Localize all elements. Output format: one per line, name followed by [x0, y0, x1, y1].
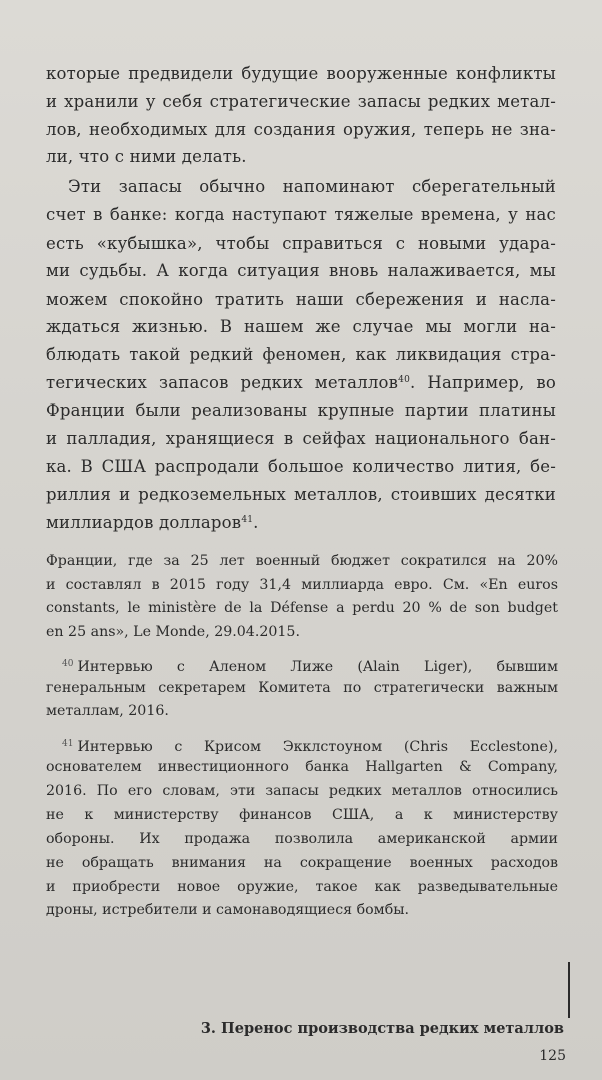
footnote-line: и приобрести новое оружие, такое как разведывательные [46, 879, 558, 895]
footer-rule [568, 962, 570, 1018]
footnote-text: Интервью с Аленом Лиже (Alain Liger), бывшим [77, 659, 558, 675]
footnote-line: Франции, где за 25 лет военный бюджет сократился на 20% [46, 553, 558, 569]
page-number: 125 [539, 1048, 566, 1064]
text-line: и палладия, хранящиеся в сейфах национального бан- [46, 429, 556, 448]
text-line: лов, необходимых для создания оружия, теперь не зна- [46, 120, 556, 139]
footnote-line: дроны, истребители и самонаводящиеся бомбы. [46, 902, 410, 918]
footnote-number: 40 [62, 659, 74, 669]
text-line: есть «кубышка», чтобы справиться с новыми удара- [46, 234, 556, 253]
text-line: миллиардов долларов$^{41}$. [46, 513, 259, 532]
footnote-line: генеральным секретарем Комитета по стратегически важным [46, 680, 558, 696]
text-line: ждаться жизнью. В нашем же случае мы могли на- [46, 317, 556, 336]
footnote-line: и составлял в 2015 году 31,4 миллиарда евро. См. «En euros [46, 577, 558, 593]
text-segment: миллиардов долларов [46, 513, 242, 532]
text-line: Франции были реализованы крупные партии платины [46, 401, 556, 420]
footnote-line: основателем инвестиционного банка Hallgarten & Company, [46, 759, 558, 775]
footnote-41 [62, 734, 558, 755]
footnote-line: обороны. Их продажа позволила американской армии [46, 831, 558, 847]
footnote-line: металлам, 2016. [46, 703, 169, 719]
text-line [46, 371, 556, 395]
footnote-number: 41 [62, 739, 74, 749]
text-segment: . Например, во [410, 373, 556, 392]
text-line: можем спокойно тратить наши сбережения и насла- [46, 290, 556, 309]
text-line: блюдать такой редкий феномен, как ликвидация стра- [46, 345, 556, 364]
footnote-text: Интервью с Крисом Экклстоуном (Chris Ecclestone), [77, 739, 558, 755]
footnote-40 [62, 654, 558, 675]
text-line: счет в банке: когда наступают тяжелые времена, у нас [46, 205, 556, 224]
text-line: Эти запасы обычно напоминают сберегательный [68, 177, 556, 196]
text-line: ми судьбы. А когда ситуация вновь налаживается, мы [46, 261, 556, 280]
text-line: ка. В США распродали большое количество лития, бе- [46, 457, 556, 476]
text-line: и хранили у себя стратегические запасы редких метал- [46, 92, 556, 111]
footnote-ref-40: 40 [398, 375, 411, 385]
footnote-line: не к министерству финансов США, а к министерству [46, 807, 558, 823]
text-line: ли, что с ними делать. [46, 147, 247, 166]
running-footer-chapter: 3. Перенос производства редких металлов [200, 1020, 564, 1037]
footnote-line: en 25 ans», Le Monde, 29.04.2015. [46, 624, 300, 640]
footnote-ref-41: 41 [241, 515, 254, 525]
text-line: которые предвидели будущие вооруженные конфликты [46, 64, 556, 83]
text-line: риллия и редкоземельных металлов, стоивших десятки [46, 485, 556, 504]
footnote-line: 2016. По его словам, эти запасы редких металлов относились [46, 783, 558, 799]
footnote-line: не обращать внимания на сокращение военных расходов [46, 855, 558, 871]
footnote-line: constants, le ministère de la Défense a perdu 20 % de son budget [46, 600, 558, 616]
text-segment: тегических запасов редких металлов [46, 373, 399, 392]
